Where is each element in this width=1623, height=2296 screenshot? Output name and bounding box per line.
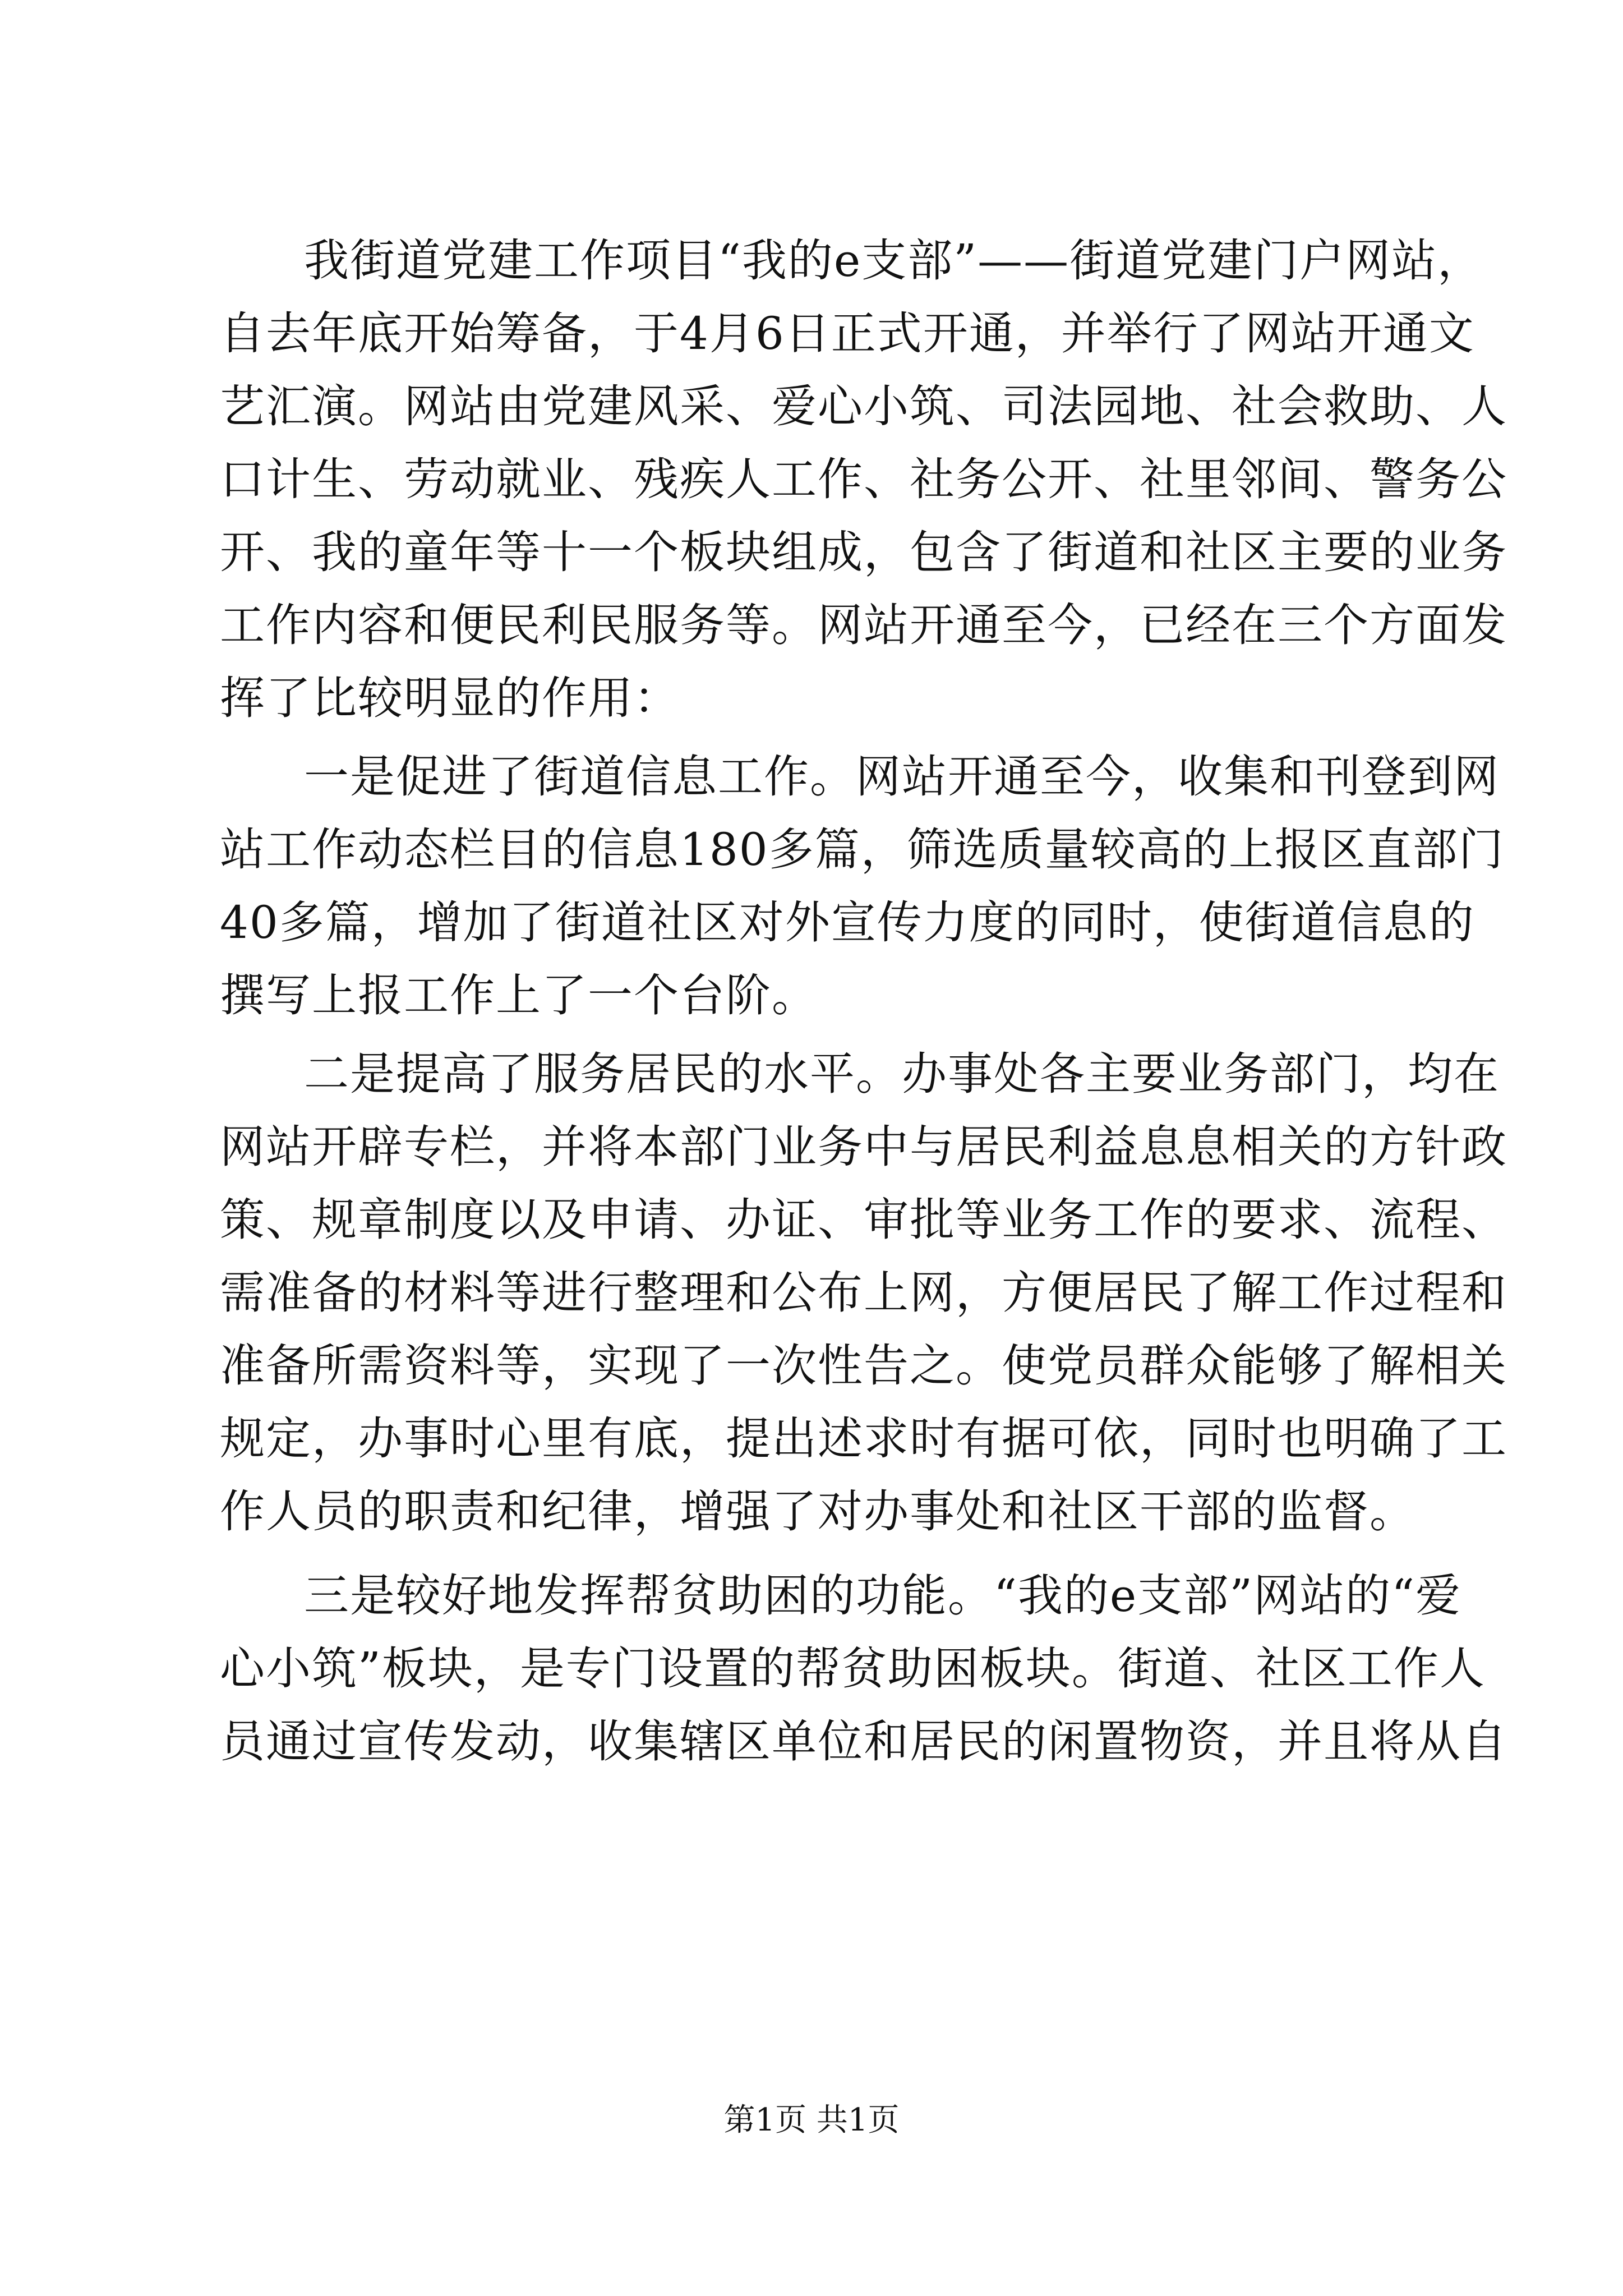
paragraph-1-line-3: 艺汇演。网站由党建风采、爱心小筑、司法园地、社会救助、人 [220,380,1507,432]
page-number-footer: 第1页 共1页 [723,2102,900,2138]
paragraph-3-line-4: 需准备的材料等进行整理和公布上网，方便居民了解工作过程和 [220,1267,1507,1319]
paragraph-1-line-4: 口计生、劳动就业、残疾人工作、社务公开、社里邻间、警务公 [220,453,1507,505]
paragraph-1-line-6: 工作内容和便民利民服务等。网站开通至今，已经在三个方面发 [220,599,1507,651]
paragraph-1-line-5: 开、我的童年等十一个板块组成，包含了街道和社区主要的业务 [220,526,1507,578]
paragraph-2-line-1: 一是促进了街道信息工作。网站开通至今，收集和刊登到网 [304,751,1500,803]
paragraph-3-line-1: 二是提高了服务居民的水平。办事处各主要业务部门，均在 [304,1048,1500,1100]
paragraph-3-line-2: 网站开辟专栏，并将本部门业务中与居民利益息息相关的方针政 [220,1121,1507,1173]
paragraph-1-line-7: 挥了比较明显的作用： [220,672,680,724]
paragraph-3-line-5: 准备所需资料等，实现了一次性告之。使党员群众能够了解相关 [220,1340,1507,1392]
paragraph-3-line-3: 策、规章制度以及申请、办证、审批等业务工作的要求、流程、 [220,1194,1507,1246]
paragraph-1-line-2: 自去年底开始筹备，于4月6日正式开通，并举行了网站开通文 [220,307,1475,360]
paragraph-4-line-2: 心小筑”板块，是专门设置的帮贫助困板块。街道、社区工作人 [220,1642,1486,1695]
paragraph-2-line-3: 40多篇，增加了街道社区对外宣传力度的同时，使街道信息的 [220,896,1475,949]
paragraph-4-line-1: 三是较好地发挥帮贫助困的功能。“我的e支部”网站的“爱 [304,1570,1462,1622]
paragraph-2-line-2: 站工作动态栏目的信息180多篇，筛选质量较高的上报区直部门 [220,823,1505,876]
paragraph-4-line-3: 员通过宣传发动，收集辖区单位和居民的闲置物资，并且将从自 [220,1715,1507,1768]
paragraph-1-line-1: 我街道党建工作项目“我的e支部”——街道党建门户网站， [304,234,1484,287]
paragraph-3-line-7: 作人员的职责和纪律，增强了对办事处和社区干部的监督。 [220,1485,1415,1538]
paragraph-2-line-4: 撰写上报工作上了一个台阶。 [220,969,818,1022]
paragraph-3-line-6: 规定，办事时心里有底，提出述求时有据可依，同时也明确了工 [220,1412,1507,1465]
